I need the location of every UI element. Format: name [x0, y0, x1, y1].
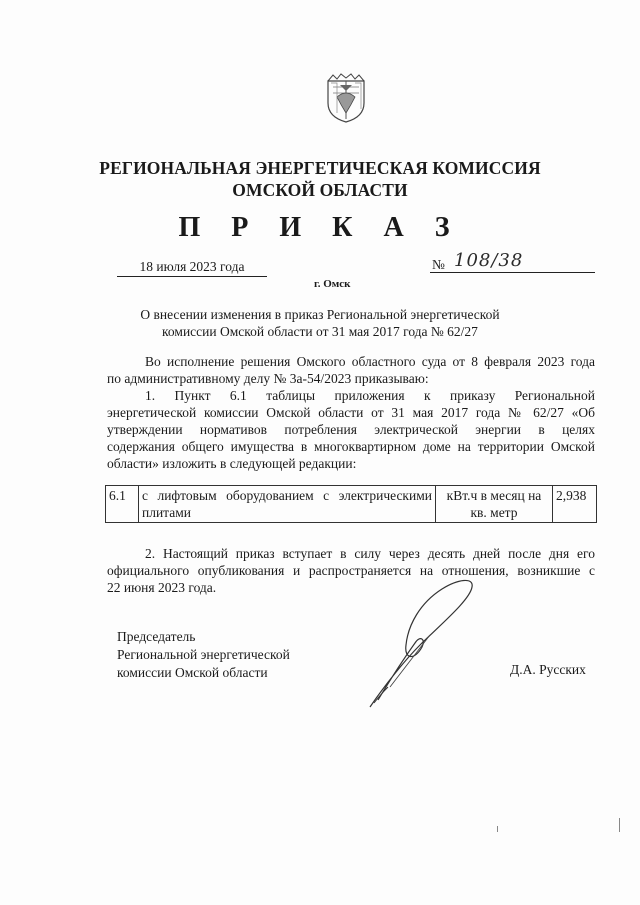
row-value: 2,938 [556, 488, 587, 503]
order-number-field [430, 252, 595, 273]
preamble-line2: по административному делу № 3а-54/2023 приказываю: [107, 371, 429, 386]
preamble-line1: Во исполнение решения Омского областного суда от 8 февраля 2023 года [145, 354, 595, 369]
signatory-name: Д.А. Русских [510, 662, 586, 677]
order-city: г. Омск [314, 278, 351, 290]
clause1-line1: 1. Пункт 6.1 таблицы приложения к приказу Региональной [145, 388, 595, 403]
scan-artifact-mark [497, 826, 498, 832]
preamble [107, 353, 595, 387]
row-description-cell [139, 486, 436, 523]
row-number: 6.1 [109, 488, 126, 503]
org-name-line1: РЕГИОНАЛЬНАЯ ЭНЕРГЕТИЧЕСКАЯ КОМИССИЯ [99, 158, 541, 178]
signatory-title-line1: Председатель [117, 629, 196, 644]
row-description-line1: с лифтовым оборудованием с электрическими [142, 488, 432, 503]
row-value-cell [553, 486, 597, 523]
clause-1 [107, 387, 595, 472]
table-row [106, 486, 597, 523]
clause1-line4: содержания общего имущества в многоквартирном доме на территории Омской [107, 439, 595, 454]
clause-2 [107, 545, 595, 596]
clause1-line3: утверждении нормативов потребления электрической энергии в целях [107, 422, 595, 437]
org-name-line2: ОМСКОЙ ОБЛАСТИ [232, 180, 408, 200]
clause2-line2: официального опубликования и распространяется на отношения, возникшие с [107, 563, 595, 578]
row-unit-line1: кВт.ч в месяц на [446, 488, 542, 503]
subject-line2: комиссии Омской области от 31 мая 2017 года № 62/27 [162, 324, 478, 339]
row-number-cell [106, 486, 139, 523]
norm-table [105, 485, 597, 523]
subject-line1: О внесении изменения в приказ Региональной энергетической [140, 307, 500, 322]
document-type-title: П Р И К А З [178, 212, 462, 243]
clause2-line1: 2. Настоящий приказ вступает в силу через десять дней после дня его [145, 546, 595, 561]
row-description-line2: плитами [142, 505, 192, 520]
number-sign: № [432, 257, 445, 272]
order-number-handwritten: 108/38 [454, 250, 524, 271]
signatory-title-line3: комиссии Омской области [117, 665, 268, 680]
clause2-line3: 22 июня 2023 года. [107, 580, 217, 595]
omsk-coat-of-arms-icon [325, 73, 367, 123]
scan-artifact-mark [619, 818, 620, 832]
clause1-line2: энергетической комиссии Омской области от 31 мая 2017 года № 62/27 «Об [107, 405, 595, 420]
order-date: 18 июля 2023 года [117, 259, 267, 277]
clause1-line5: области» изложить в следующей редакции: [107, 456, 357, 471]
signatory-title [117, 628, 290, 682]
handwritten-signature-icon [360, 575, 490, 715]
signatory-title-line2: Региональной энергетической [117, 647, 290, 662]
row-unit-cell [436, 486, 553, 523]
row-unit-line2: кв. метр [470, 505, 518, 520]
